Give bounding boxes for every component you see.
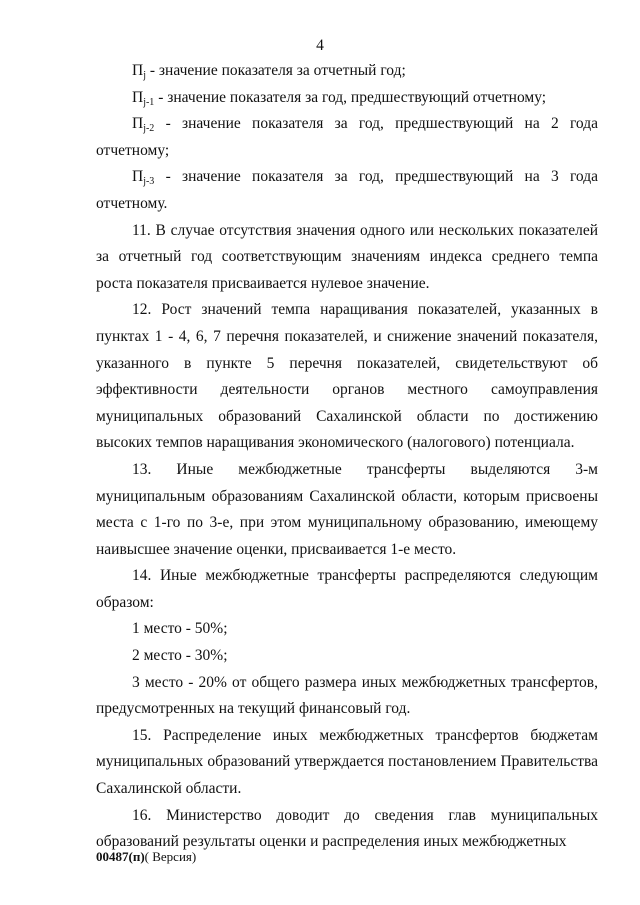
paragraph-16: 16. Министерство доводит до сведения глав муниципальных образований результаты оценки и распределения иных межбюджетных xyxy=(96,806,598,851)
place-2: 2 место - 30%; xyxy=(132,647,228,665)
document-version: ( Версия) xyxy=(144,849,197,864)
paragraph-13: 13. Иные межбюджетные трансферты выделяются 3-м муниципальным образованиям Сахалинской области, которым присвоены места с 1-го по 3-е, при этом муниципальному образованию, имеющему наивысшее значение оценки, присваивается 1-е место. xyxy=(96,460,598,558)
paragraph-14: 14. Иные межбюджетные трансферты распределяются следующим образом: xyxy=(96,567,598,611)
definition-pj-3: $П_{j-3}$ - значение показателя за год, предшествующий на 3 года отчетному. xyxy=(96,168,598,212)
definition-pj: $П_j$ - значение показателя за отчетный год; xyxy=(132,62,406,81)
place-3: 3 место - 20% от общего размера иных межбюджетных трансфертов, предусмотренных на текущий финансовый год. xyxy=(96,673,598,718)
document-code: 00487(п) xyxy=(96,849,145,864)
paragraph-15: 15. Распределение иных межбюджетных трансфертов бюджетам муниципальных образований утверждается постановлением Правительства Сахалинской области. xyxy=(96,726,598,798)
definition-pj-2: $П_{j-2}$ - значение показателя за год, предшествующий на 2 года отчетному; xyxy=(96,115,598,159)
definition-pj-1: $П_{j-1}$ - значение показателя за год, предшествующий отчетному; xyxy=(132,88,547,108)
document-footer xyxy=(96,849,196,865)
paragraph-11: 11. В случае отсутствия значения одного или нескольких показателей за отчетный год соответствующим значениям индекса среднего темпа роста показателя присваивается нулевое значение. xyxy=(96,221,598,292)
page-number: 4 xyxy=(316,37,324,54)
paragraph-12: 12. Рост значений темпа наращивания показателей, указанных в пунктах 1 - 4, 6, 7 перечня показателей, и снижение значений показателя, указанного в пункте 5 перечня показателей, свидетельствуют об эффективности деятельности органов местного самоуправления муниципальных образований Сахалинской области по достижению высоких темпов наращивания экономического (налогового) потенциала. xyxy=(96,301,598,452)
place-1: 1 место - 50%; xyxy=(132,620,228,638)
document-body xyxy=(96,58,598,856)
